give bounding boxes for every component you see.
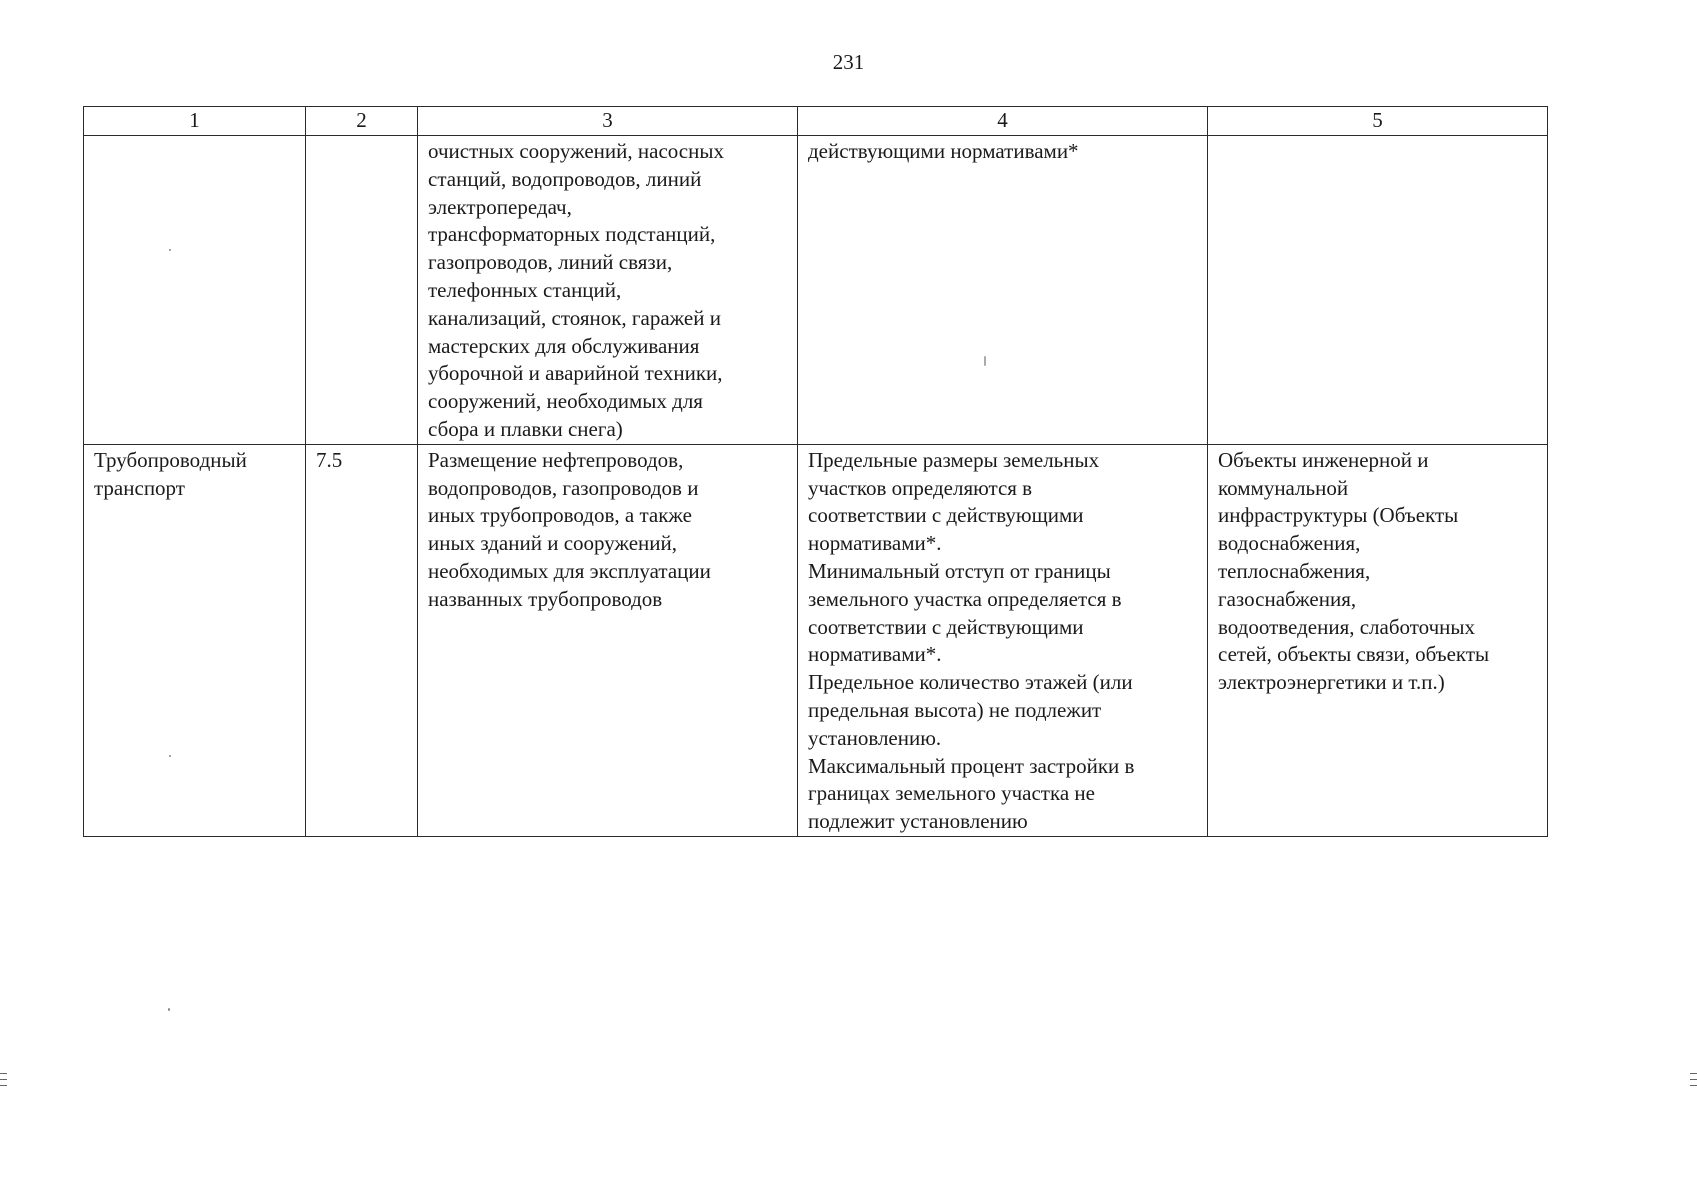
cell-text-line: сбора и плавки снега)	[428, 416, 623, 441]
cell-text-line: канализаций, стоянок, гаражей и	[428, 305, 721, 330]
table-row	[84, 444, 1548, 836]
cell-text-line: газопроводов, линий связи,	[428, 250, 673, 275]
scan-speck	[984, 356, 986, 366]
cell-text-line: водопроводов, газопроводов и	[428, 475, 699, 500]
cell-text-line: трансформаторных подстанций,	[428, 222, 716, 247]
cell-text-line: теплоснабжения,	[1218, 558, 1371, 583]
table-cell-col1	[84, 136, 306, 445]
scan-speck	[169, 249, 171, 251]
table-row	[84, 136, 1548, 445]
cell-text-line: телефонных станций,	[428, 277, 622, 302]
cell-text-line: соответствии с действующими	[808, 614, 1084, 639]
cell-text-line: соответствии с действующими	[808, 503, 1084, 528]
table-cell-col2	[306, 444, 418, 836]
cell-text-line: Размещение нефтепроводов,	[428, 447, 684, 472]
cell-text-line: Объекты инженерной и	[1218, 447, 1429, 472]
right-edge-mark	[1690, 1073, 1697, 1074]
cell-text-line: предельная высота) не подлежит	[808, 697, 1102, 722]
cell-text-line: мастерских для обслуживания	[428, 333, 700, 358]
cell-text-line: названных трубопроводов	[428, 586, 663, 611]
cell-text-line: земельного участка определяется в	[808, 586, 1122, 611]
cell-text-line: нормативами*.	[808, 531, 942, 556]
left-edge-mark	[0, 1073, 7, 1074]
cell-text-line: действующими нормативами*	[808, 139, 1079, 163]
cell-text-line: станций, водопроводов, линий	[428, 166, 702, 191]
table-cell-col3	[418, 444, 798, 836]
header-row	[84, 107, 1548, 136]
table-cell-col5	[1208, 444, 1548, 836]
cell-text-line: очистных сооружений, насосных	[428, 139, 724, 163]
left-edge-mark	[0, 1079, 7, 1080]
right-edge-mark	[1690, 1079, 1697, 1080]
scan-speck	[168, 1008, 170, 1011]
table-cell-col5	[1208, 136, 1548, 445]
cell-text-line: необходимых для эксплуатации	[428, 558, 711, 583]
cell-text-line: электроэнергетики и т.п.)	[1218, 670, 1445, 695]
cell-text-line: подлежит установлению	[808, 809, 1028, 834]
column-header-2: 2	[306, 107, 418, 136]
column-header-1: 1	[84, 107, 306, 136]
column-header-5: 5	[1208, 107, 1548, 136]
left-edge-mark	[0, 1085, 7, 1086]
cell-text-line: водоотведения, слаботочных	[1218, 614, 1476, 639]
regulations-table	[83, 106, 1548, 837]
scan-speck	[169, 755, 171, 757]
table-cell-col2	[306, 136, 418, 445]
cell-text-line: коммунальной	[1218, 475, 1349, 500]
cell-text-line: сооружений, необходимых для	[428, 389, 703, 414]
cell-text-line: транспорт	[94, 475, 185, 500]
cell-text-line: иных зданий и сооружений,	[428, 531, 677, 556]
table-cell-col1	[84, 444, 306, 836]
cell-text-line: газоснабжения,	[1218, 586, 1357, 611]
cell-text-line: границах земельного участка не	[808, 781, 1095, 806]
table-cell-col4	[798, 136, 1208, 445]
cell-text-line: участков определяются в	[808, 475, 1033, 500]
cell-text-line: уборочной и аварийной техники,	[428, 361, 723, 386]
table-cell-col3	[418, 136, 798, 445]
cell-text-line: Максимальный процент застройки в	[808, 753, 1135, 778]
cell-text-line: Предельные размеры земельных	[808, 447, 1100, 472]
cell-text-line: Минимальный отступ от границы	[808, 558, 1111, 583]
cell-text-line: Предельное количество этажей (или	[808, 670, 1133, 695]
table-cell-col4	[798, 444, 1208, 836]
cell-text-line: 7.5	[316, 447, 343, 472]
cell-text-line: водоснабжения,	[1218, 531, 1361, 556]
column-header-4: 4	[798, 107, 1208, 136]
right-edge-mark	[1690, 1085, 1697, 1086]
cell-text-line: Трубопроводный	[94, 447, 247, 472]
page-number: 231	[832, 50, 865, 74]
column-header-3: 3	[418, 107, 798, 136]
cell-text-line: электропередач,	[428, 194, 572, 219]
cell-text-line: инфраструктуры (Объекты	[1218, 503, 1459, 528]
cell-text-line: иных трубопроводов, а также	[428, 503, 692, 528]
cell-text-line: установлению.	[808, 725, 942, 750]
cell-text-line: нормативами*.	[808, 642, 942, 667]
cell-text-line: сетей, объекты связи, объекты	[1218, 642, 1490, 667]
